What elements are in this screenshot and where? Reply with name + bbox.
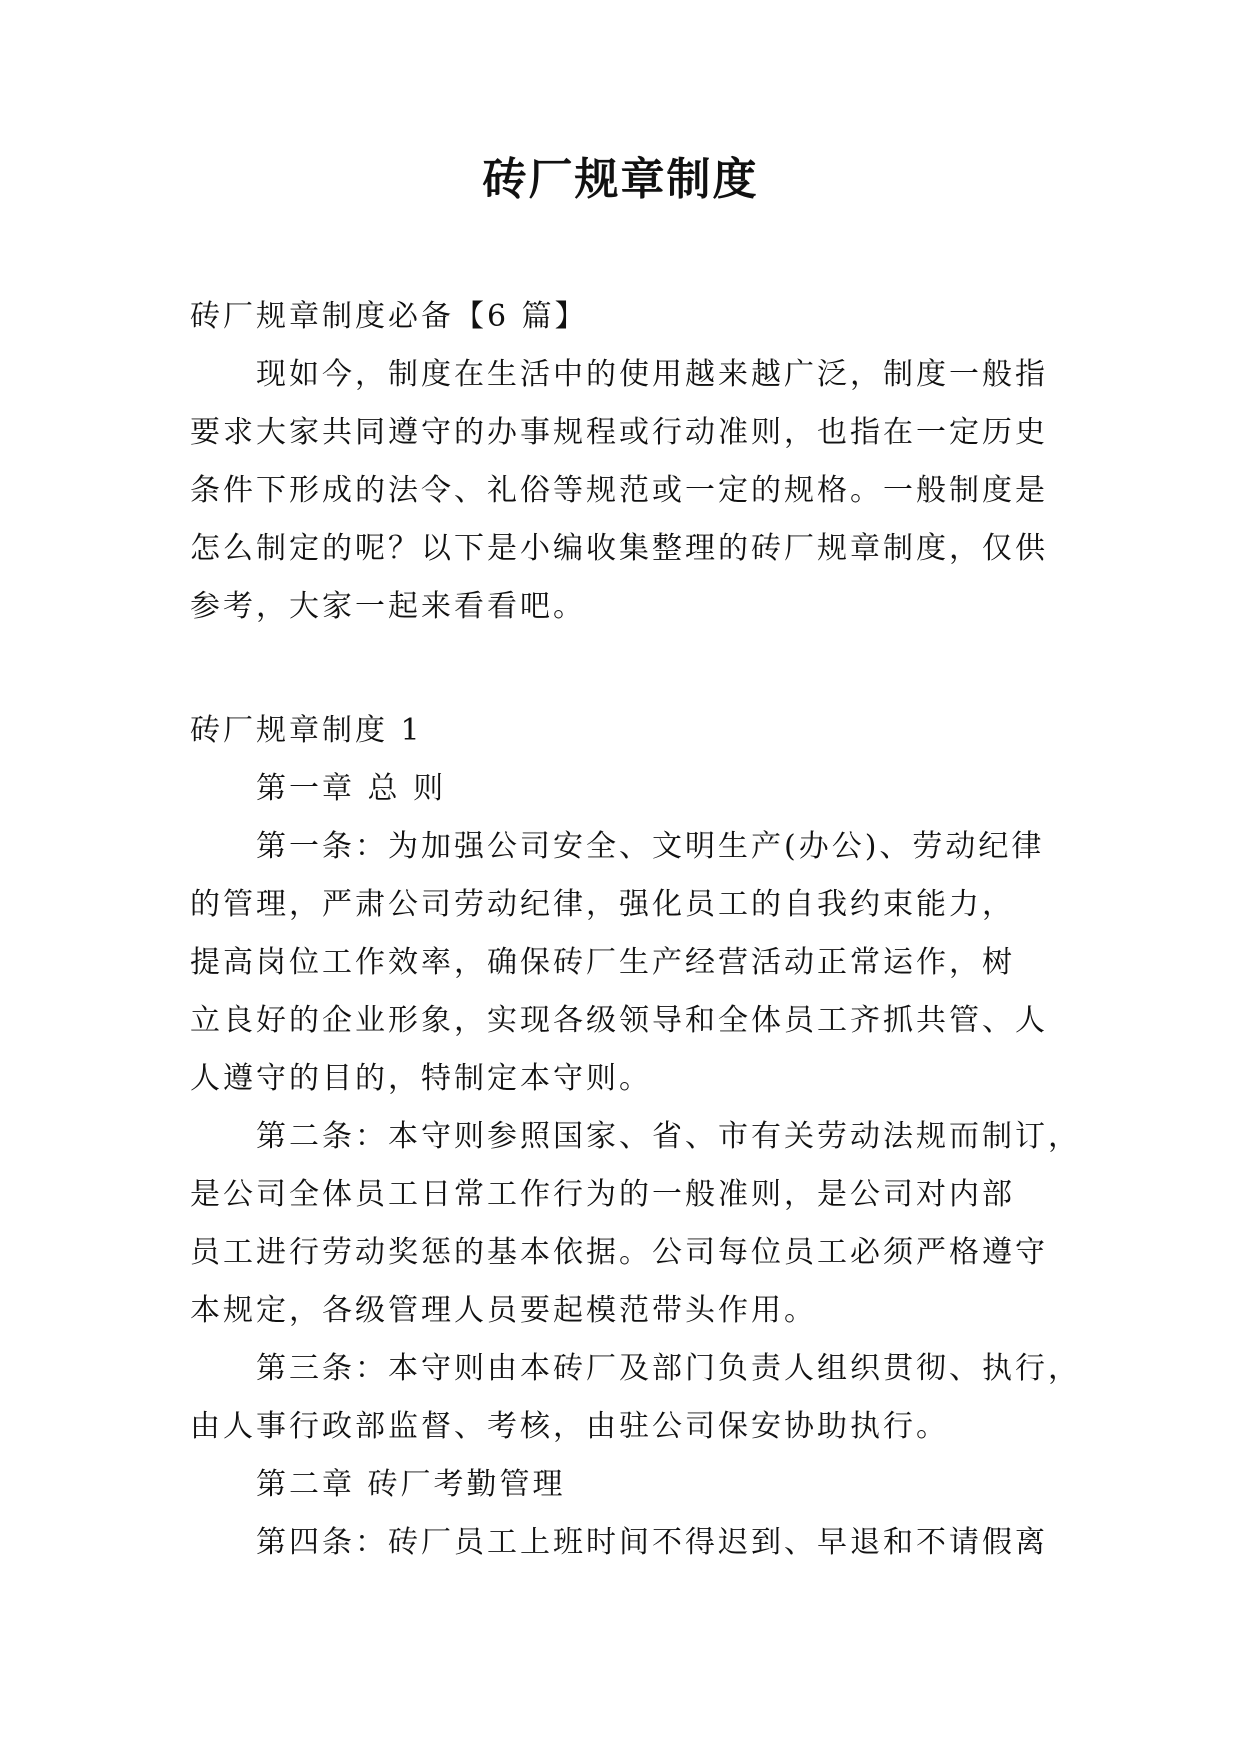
- document-body: [190, 288, 1081, 1572]
- chapter-heading: 第二章 砖厂考勤管理: [256, 1467, 566, 1502]
- section-gap: [190, 636, 1052, 702]
- article-line: 第一条：为加强公司安全、文明生产(办公)、劳动纪律: [256, 829, 1045, 864]
- article-line-last: 由人事行政部监督、考核，由驻公司保安协助执行。: [190, 1409, 949, 1444]
- article-line-last: 人遵守的目的，特制定本守则。: [190, 1061, 652, 1096]
- intro-line-last: 参考，大家一起来看看吧。: [190, 589, 586, 624]
- intro-line: 现如今，制度在生活中的使用越来越广泛，制度一般指: [256, 357, 1048, 392]
- subtitle: 砖厂规章制度必备【6 篇】: [190, 299, 588, 334]
- article-line: 的管理，严肃公司劳动纪律，强化员工的自我约束能力，: [190, 887, 1015, 922]
- article-line: 第四条：砖厂员工上班时间不得迟到、早退和不请假离: [256, 1525, 1048, 1560]
- article-line: 提高岗位工作效率，确保砖厂生产经营活动正常运作，树: [190, 945, 1015, 980]
- document-title: 砖厂规章制度: [482, 154, 759, 205]
- article-line-last: 本规定，各级管理人员要起模范带头作用。: [190, 1293, 817, 1328]
- article-line: 第二条：本守则参照国家、省、市有关劳动法规而制订，: [256, 1119, 1081, 1154]
- intro-line: 条件下形成的法令、礼俗等规范或一定的规格。一般制度是: [190, 473, 1048, 508]
- article-line: 立良好的企业形象，实现各级领导和全体员工齐抓共管、人: [190, 1003, 1048, 1038]
- article-line: 员工进行劳动奖惩的基本依据。公司每位员工必须严格遵守: [190, 1235, 1048, 1270]
- chapter-heading: 第一章 总 则: [256, 771, 447, 806]
- section-heading: 砖厂规章制度 1: [190, 713, 423, 748]
- article-line: 第三条：本守则由本砖厂及部门负责人组织贯彻、执行，: [256, 1351, 1081, 1386]
- intro-line: 怎么制定的呢？以下是小编收集整理的砖厂规章制度，仅供: [190, 531, 1048, 566]
- intro-line: 要求大家共同遵守的办事规程或行动准则，也指在一定历史: [190, 415, 1048, 450]
- article-line: 是公司全体员工日常工作行为的一般准则，是公司对内部: [190, 1177, 1015, 1212]
